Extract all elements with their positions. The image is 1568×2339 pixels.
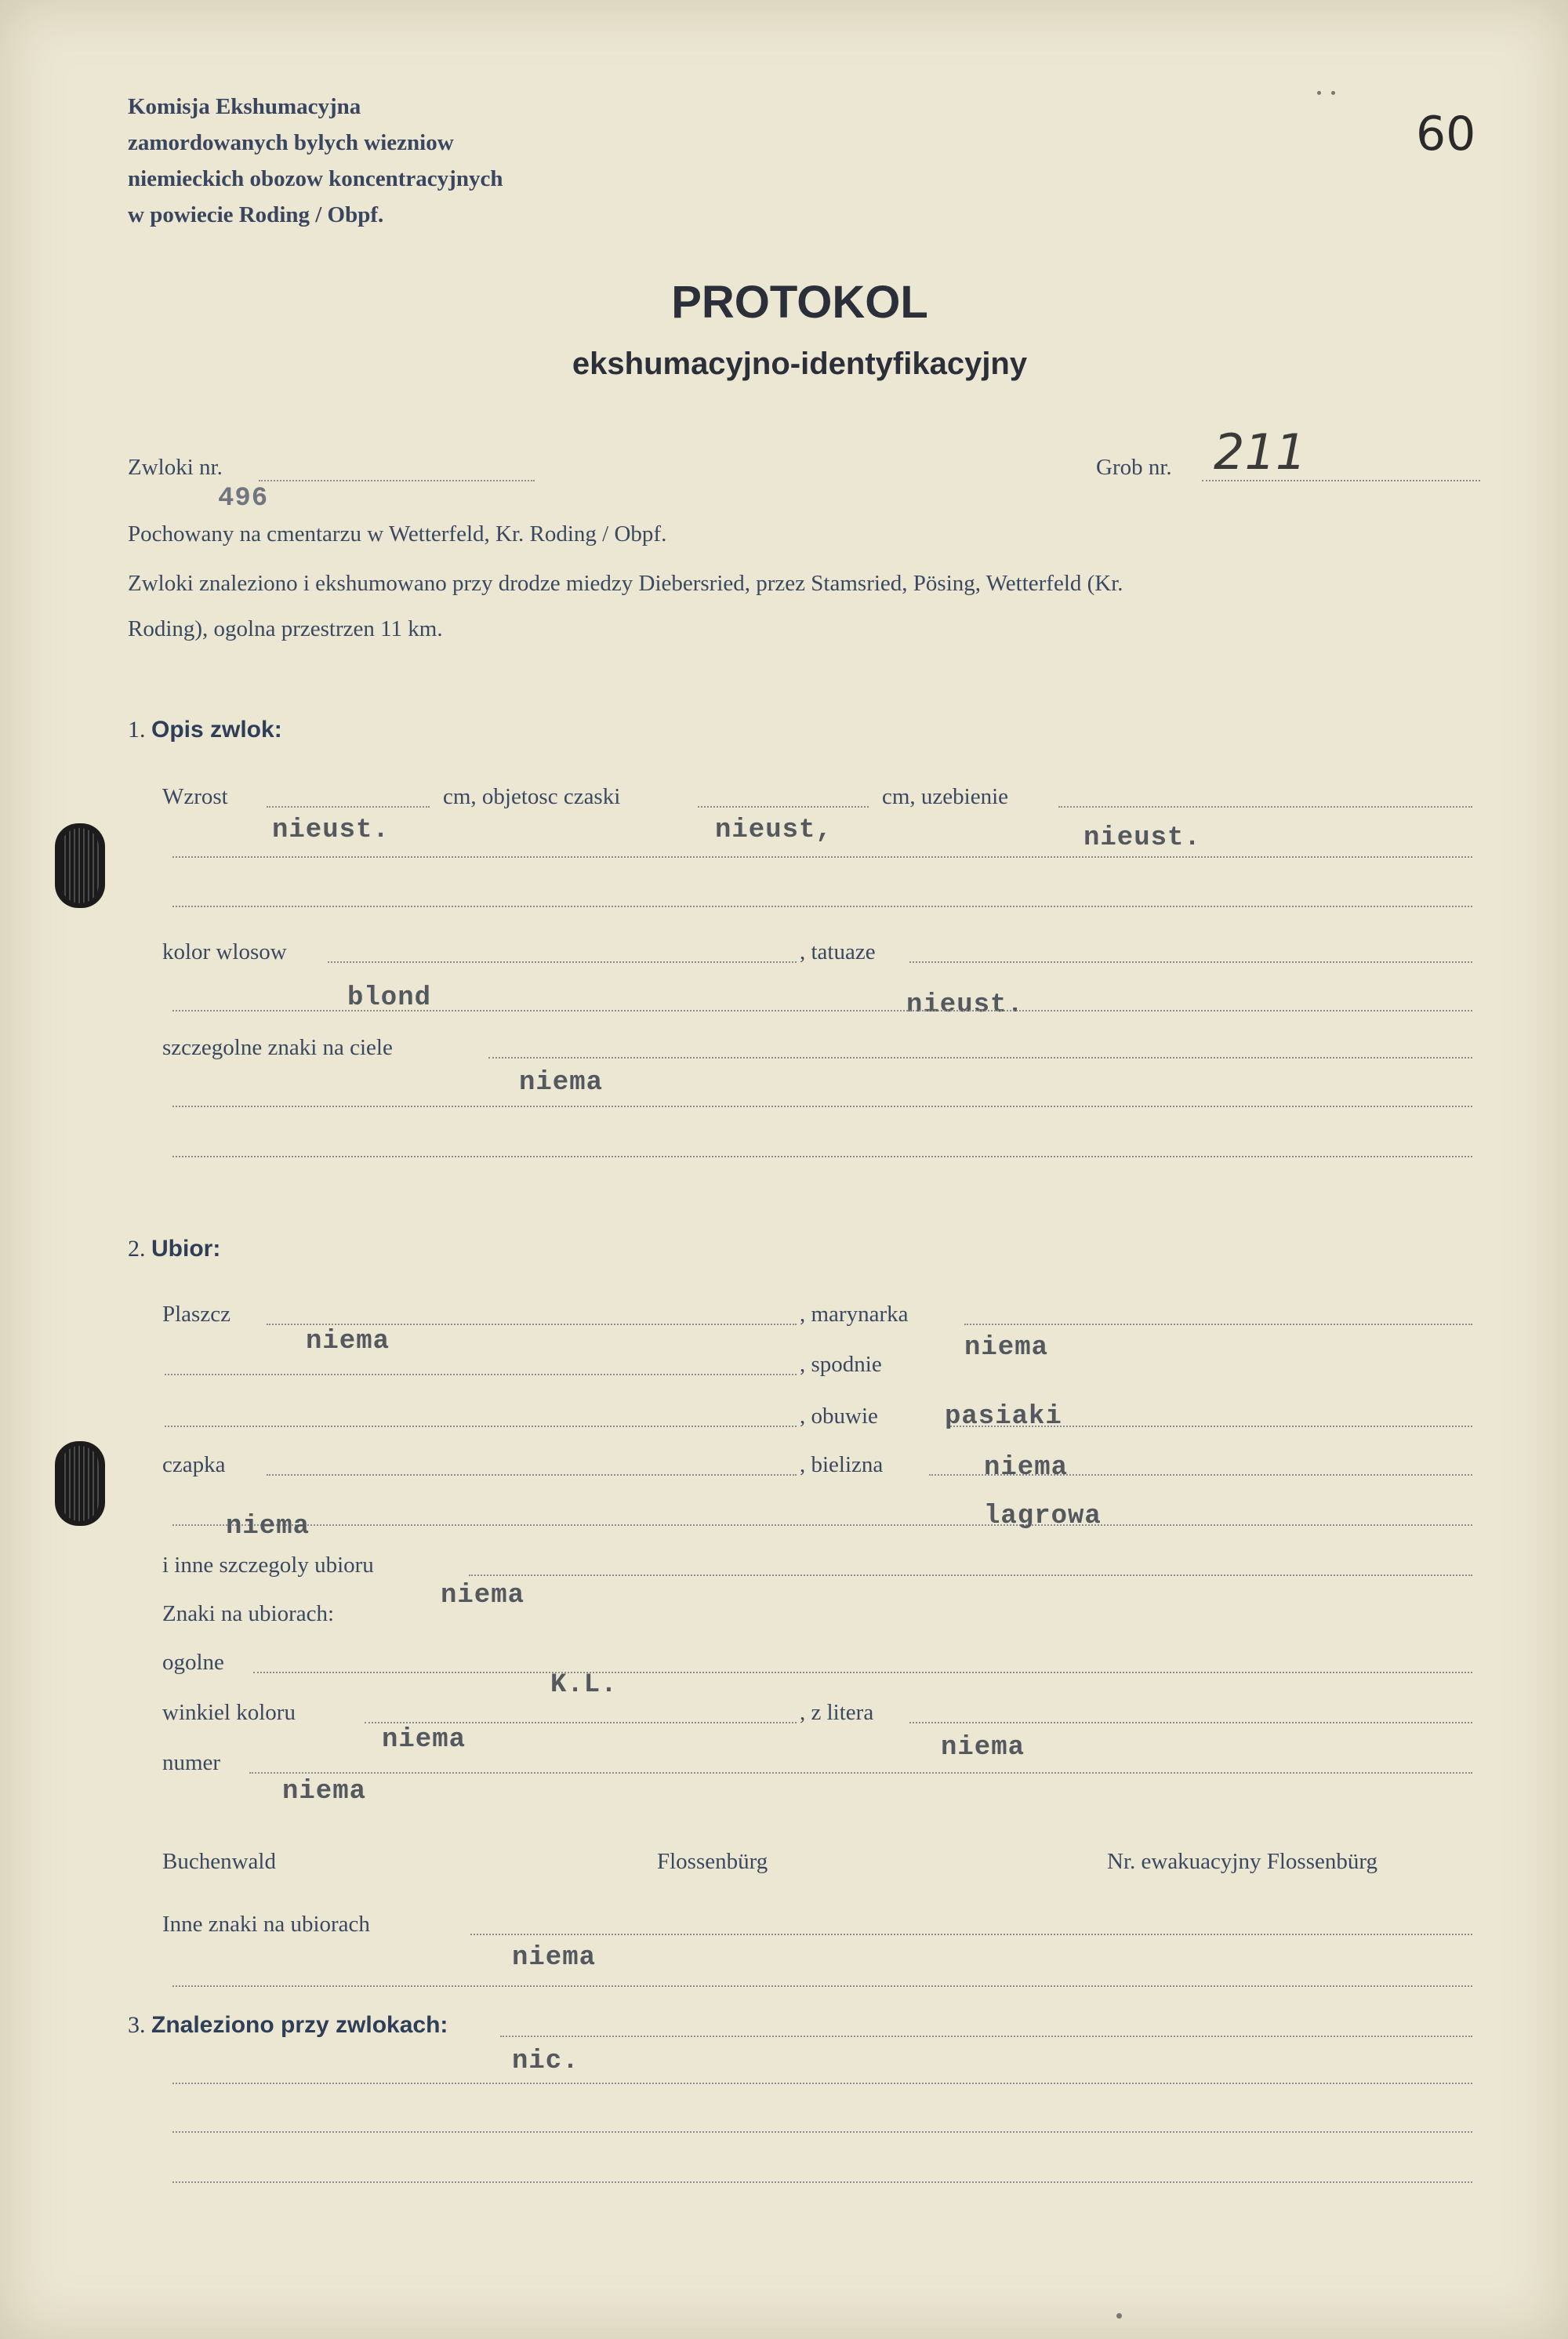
spodnie-label: , spodnie xyxy=(800,1352,882,1377)
tatuaze-line xyxy=(909,961,1472,963)
numer-value: niema xyxy=(282,1777,367,1807)
punch-hole-top xyxy=(55,823,105,908)
zwloki-number: 496 xyxy=(218,484,269,514)
plaszcz-label: Plaszcz xyxy=(162,1302,230,1327)
znaki-na-ubiorach-value: niema xyxy=(441,1581,525,1611)
obuwie-value: pasiaki xyxy=(945,1402,1062,1432)
section-2-title: Ubior: xyxy=(151,1236,221,1262)
czaska-line xyxy=(698,806,869,808)
czaska-label: cm, objetosc czaski xyxy=(443,784,621,809)
spodnie-value: niema xyxy=(964,1333,1049,1363)
inne-znaki-line xyxy=(470,1934,1472,1935)
section-3-title: Znaleziono przy zwlokach: xyxy=(151,2012,448,2038)
z-litera-line xyxy=(909,1722,1472,1723)
section-3-line-4 xyxy=(172,2181,1472,2183)
buried-text: Pochowany na cmentarzu w Wetterfeld, Kr. Roding / Obpf. xyxy=(128,521,667,547)
section-3-line-3 xyxy=(172,2131,1472,2133)
ink-speck xyxy=(1317,91,1321,95)
wzrost-value: nieust. xyxy=(272,815,390,845)
bielizna-label: , bielizna xyxy=(800,1452,884,1477)
kolor-wlosow-line xyxy=(328,961,797,963)
ogolne-line xyxy=(253,1672,1472,1673)
section-3-value: nic. xyxy=(512,2047,579,2076)
page-number: 60 xyxy=(1416,107,1476,162)
kolor-line-2 xyxy=(172,1010,1472,1012)
wzrost-line xyxy=(267,806,430,808)
numer-label: numer xyxy=(162,1750,221,1775)
section-2-number: 2. xyxy=(128,1236,146,1262)
winkiel-koloru-label: winkiel koloru xyxy=(162,1700,296,1725)
tatuaze-value: nieust. xyxy=(906,990,1024,1020)
szczegolne-znaki-label: szczegolne znaki na ciele xyxy=(162,1035,393,1060)
zwloki-line xyxy=(259,480,535,481)
found-text-line-2: Roding), ogolna przestrzen 11 km. xyxy=(128,616,443,641)
plaszcz-line-3 xyxy=(165,1426,797,1427)
ogolne-label: ogolne xyxy=(162,1650,224,1675)
uzebienie-label: cm, uzebienie xyxy=(882,784,1009,809)
numer-line xyxy=(249,1772,1472,1774)
inne-znaki-value: niema xyxy=(512,1943,597,1973)
plaszcz-line-2 xyxy=(165,1374,797,1375)
section-1-title: Opis zwlok: xyxy=(151,717,282,743)
ewakuacyjny-label: Nr. ewakuacyjny Flossenbürg xyxy=(1107,1849,1377,1874)
bielizna-value-2: lagrowa xyxy=(984,1502,1102,1531)
opis-line-2 xyxy=(172,856,1472,858)
czapka-label: czapka xyxy=(162,1452,226,1477)
grob-label: Grob nr. xyxy=(1096,455,1172,480)
uzebienie-line xyxy=(1058,806,1472,808)
commission-line-3: niemieckich obozow koncentracyjnych xyxy=(128,166,503,191)
czaska-value: nieust, xyxy=(715,815,833,845)
commission-line-1: Komisja Ekshumacyjna xyxy=(128,94,361,119)
ink-speck xyxy=(1331,91,1335,95)
wzrost-label: Wzrost xyxy=(162,784,228,809)
zwloki-label: Zwloki nr. xyxy=(128,455,223,480)
section-3-line-1 xyxy=(500,2036,1472,2037)
inne-znaki-line-2 xyxy=(172,1985,1472,1987)
marynarka-line xyxy=(964,1324,1472,1325)
punch-hole-bottom xyxy=(55,1441,105,1526)
section-1-number: 1. xyxy=(128,717,146,743)
tatuaze-label: , tatuaze xyxy=(800,939,876,964)
obuwie-label: , obuwie xyxy=(800,1404,878,1429)
kolor-wlosow-value: blond xyxy=(347,983,432,1013)
winkiel-koloru-line xyxy=(365,1722,797,1723)
grob-number: 211 xyxy=(1214,423,1307,481)
section-1-heading xyxy=(128,717,282,743)
znaki-line-3 xyxy=(172,1156,1472,1157)
z-litera-value: niema xyxy=(941,1733,1025,1763)
kl-value: K.L. xyxy=(550,1670,618,1700)
winkiel-koloru-value: niema xyxy=(382,1725,466,1755)
szczegolne-znaki-value: niema xyxy=(519,1068,604,1098)
commission-line-4: w powiecie Roding / Obpf. xyxy=(128,202,384,227)
inne-szczegoly-line xyxy=(469,1574,1472,1576)
section-3-heading xyxy=(128,2012,448,2039)
znaki-na-ubiorach-label: Znaki na ubiorach: xyxy=(162,1601,335,1626)
inne-znaki-label: Inne znaki na ubiorach xyxy=(162,1912,370,1937)
document-subtitle: ekshumacyjno-identyfikacyjny xyxy=(572,347,1028,381)
commission-line-2: zamordowanych bylych wiezniow xyxy=(128,130,454,155)
czapka-line-2 xyxy=(172,1524,1472,1526)
flossenburg-label: Flossenbürg xyxy=(657,1849,768,1874)
marynarka-label: , marynarka xyxy=(800,1302,909,1327)
bielizna-value: niema xyxy=(984,1453,1069,1483)
czapka-value: niema xyxy=(226,1512,310,1542)
ink-speck xyxy=(1116,2313,1122,2319)
plaszcz-value: niema xyxy=(306,1327,390,1357)
opis-line-3 xyxy=(172,906,1472,907)
document-title: PROTOKOL xyxy=(671,277,928,328)
kolor-wlosow-label: kolor wlosow xyxy=(162,939,287,964)
buchenwald-label: Buchenwald xyxy=(162,1849,276,1874)
znaki-line-2 xyxy=(172,1106,1472,1107)
section-3-line-2 xyxy=(172,2083,1472,2084)
z-litera-label: , z litera xyxy=(800,1700,874,1725)
inne-szczegoly-label: i inne szczegoly ubioru xyxy=(162,1553,374,1578)
uzebienie-value: nieust. xyxy=(1083,823,1201,853)
plaszcz-line xyxy=(267,1324,797,1325)
found-text-line-1: Zwloki znaleziono i ekshumowano przy drodze miedzy Diebersried, przez Stamsried, Pösing, Wetterfeld (Kr. xyxy=(128,571,1123,596)
czapka-line xyxy=(267,1474,797,1476)
szczegolne-znaki-line xyxy=(488,1057,1472,1059)
section-2-heading xyxy=(128,1236,220,1262)
section-3-number: 3. xyxy=(128,2012,146,2038)
